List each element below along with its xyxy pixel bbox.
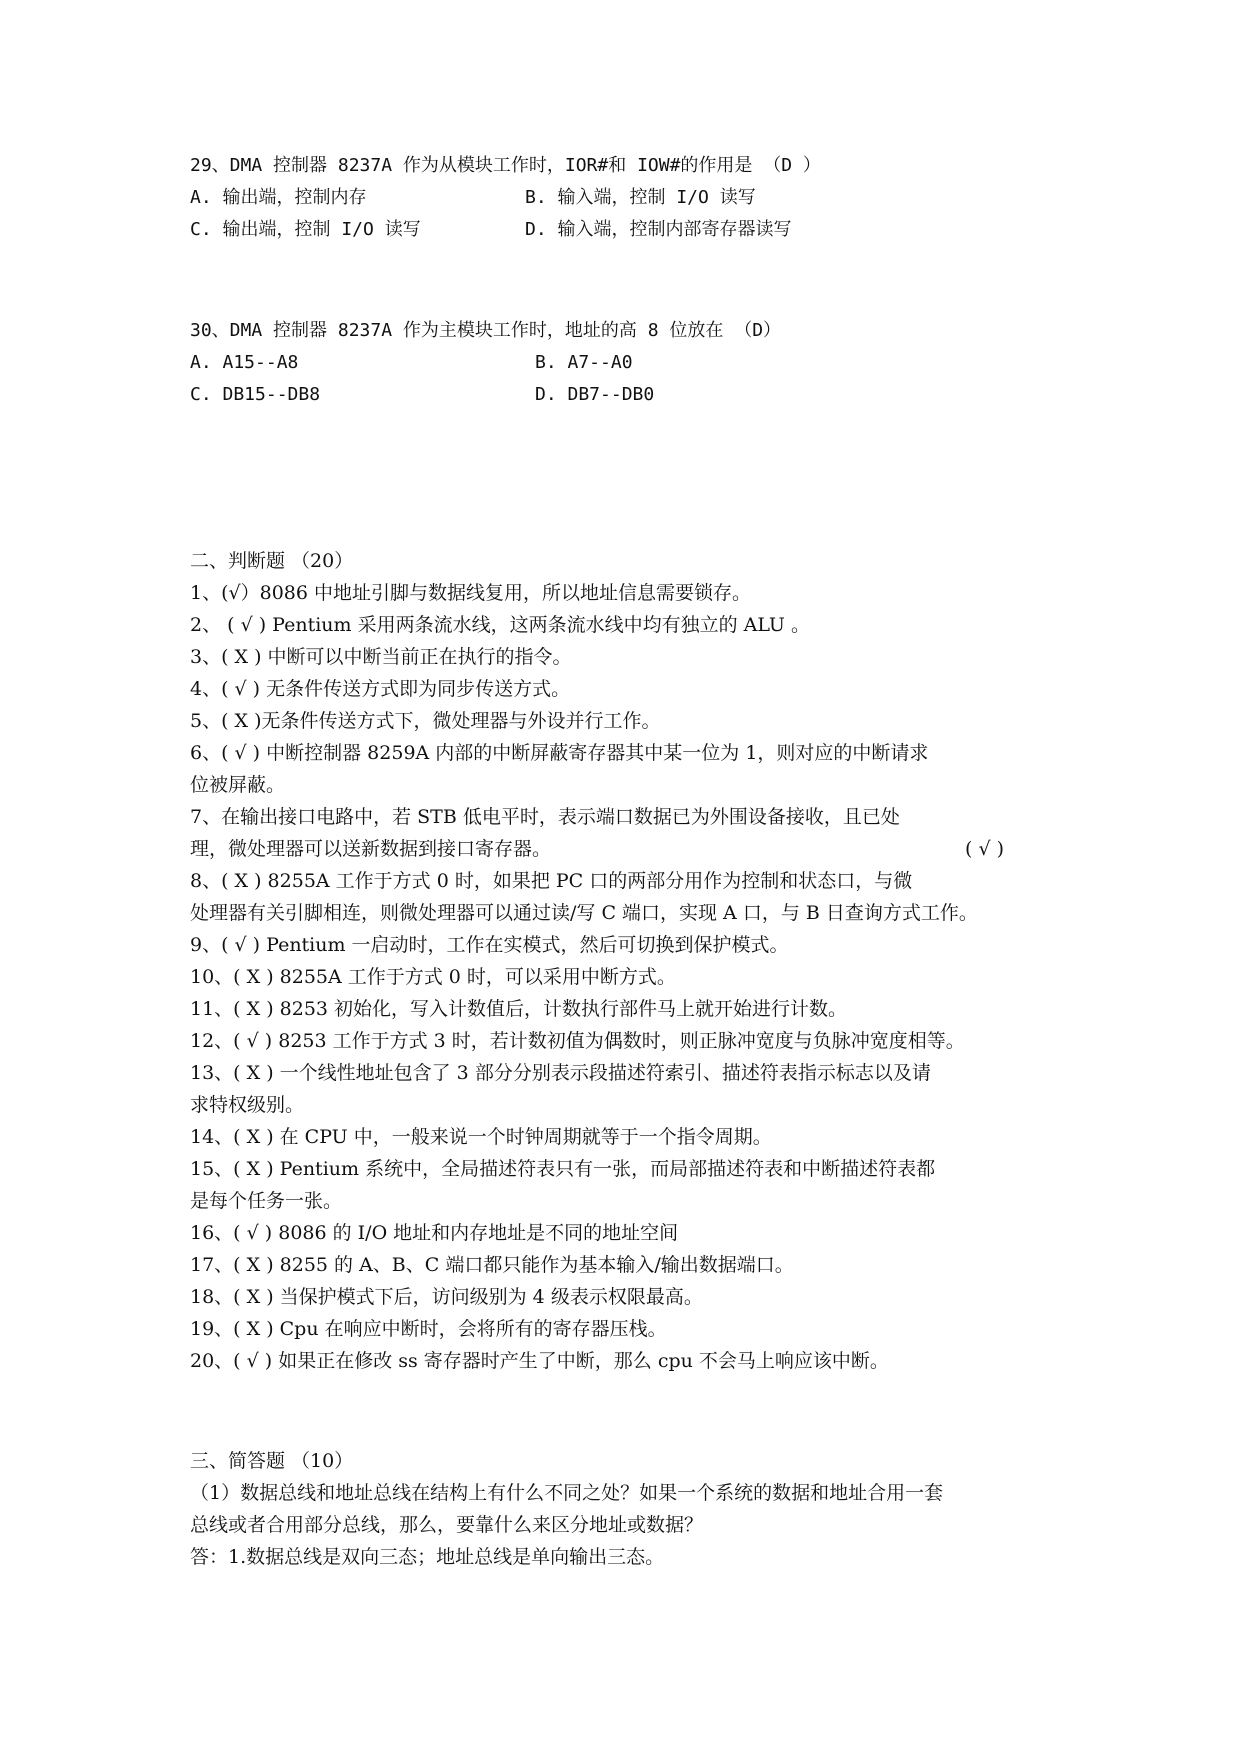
judge-line: 11、( X ) 8253 初始化，写入计数值后，计数执行部件马上就开始进行计数。 [190,998,848,1020]
q30-stem: 30、DMA 控制器 8237A 作为主模块工作时，地址的高 8 位放在 （D） [190,320,782,341]
judge-line: 处理器有关引脚相连，则微处理器可以通过读/写 C 端口，实现 A 口，与 B 日查询方式工作。 [190,902,978,924]
judge-line: 7、在输出接口电路中，若 STB 低电平时，表示端口数据已为外围设备接收，且已处 [190,806,900,828]
q30-option-d: D. DB7--DB0 [535,384,655,405]
short-q1-line1: （1）数据总线和地址总线在结构上有什么不同之处？如果一个系统的数据和地址合用一套 [190,1482,944,1504]
q29-option-a: A. 输出端，控制内存 [190,187,367,208]
judge-line: 16、( √ ) 8086 的 I/O 地址和内存地址是不同的地址空间 [190,1222,679,1244]
short-a1: 答：1.数据总线是双向三态；地址总线是单向输出三态。 [190,1546,665,1568]
judge-line: 求特权级别。 [190,1094,305,1116]
q30-option-b: B. A7--A0 [535,352,633,373]
short-section-title: 三、简答题 （10） [190,1450,354,1472]
short-q1-line2: 总线或者合用部分总线，那么，要靠什么来区分地址或数据？ [190,1514,704,1536]
judge-line: 3、( X ) 中断可以中断当前正在执行的指令。 [190,646,572,668]
judge-line: 8、( X ) 8255A 工作于方式 0 时，如果把 PC 口的两部分用作为控制和状态口，与微 [190,870,913,892]
judge-line: 位被屏蔽。 [190,774,286,796]
judge-line: 20、( √ ) 如果正在修改 ss 寄存器时产生了中断，那么 cpu 不会马上响应该中断。 [190,1350,889,1372]
judge-line: 14、( X ) 在 CPU 中，一般来说一个时钟周期就等于一个指令周期。 [190,1126,772,1148]
judge-line: 是每个任务一张。 [190,1190,343,1212]
judge-line: 19、( X ) Cpu 在响应中断时，会将所有的寄存器压栈。 [190,1318,667,1340]
judge-line: 17、( X ) 8255 的 A、B、C 端口都只能作为基本输入/输出数据端口。 [190,1254,794,1276]
q29-option-b: B. 输入端，控制 I/O 读写 [525,187,756,208]
judge-line: 2、 ( √ ) Pentium 采用两条流水线，这两条流水线中均有独立的 ALU 。 [190,614,810,636]
judge-section-title: 二、判断题 （20） [190,550,354,572]
q29-option-d: D. 输入端，控制内部寄存器读写 [525,219,792,240]
judge-line: 13、( X ) 一个线性地址包含了 3 部分分别表示段描述符索引、描述符表指示标志以及请 [190,1062,931,1084]
judge-line: 6、( √ ) 中断控制器 8259A 内部的中断屏蔽寄存器其中某一位为 1，则对应的中断请求 [190,742,929,764]
judge-line: 理，微处理器可以送新数据到接口寄存器。 [190,838,552,860]
judge-line: 12、( √ ) 8253 工作于方式 3 时，若计数初值为偶数时，则正脉冲宽度与负脉冲宽度相等。 [190,1030,965,1052]
judge-line: 1、(√）8086 中地址引脚与数据线复用，所以地址信息需要锁存。 [190,582,752,604]
q7-answer: ( √ ) [965,838,1005,860]
q30-option-a: A. A15--A8 [190,352,299,373]
q29-stem: 29、DMA 控制器 8237A 作为从模块工作时，IOR#和 IOW#的作用是 （D ） [190,155,821,176]
judge-line: 10、( X ) 8255A 工作于方式 0 时，可以采用中断方式。 [190,966,676,988]
judge-line: 15、( X ) Pentium 系统中，全局描述符表只有一张，而局部描述符表和中断描述符表都 [190,1158,936,1180]
judge-line: 9、( √ ) Pentium 一启动时，工作在实模式，然后可切换到保护模式。 [190,934,789,956]
judge-line: 18、( X ) 当保护模式下后，访问级别为 4 级表示权限最高。 [190,1286,703,1308]
q29-option-c: C. 输出端，控制 I/O 读写 [190,219,421,240]
judge-line: 5、( X )无条件传送方式下，微处理器与外设并行工作。 [190,710,661,732]
q30-option-c: C. DB15--DB8 [190,384,321,405]
judge-line: 4、( √ ) 无条件传送方式即为同步传送方式。 [190,678,571,700]
